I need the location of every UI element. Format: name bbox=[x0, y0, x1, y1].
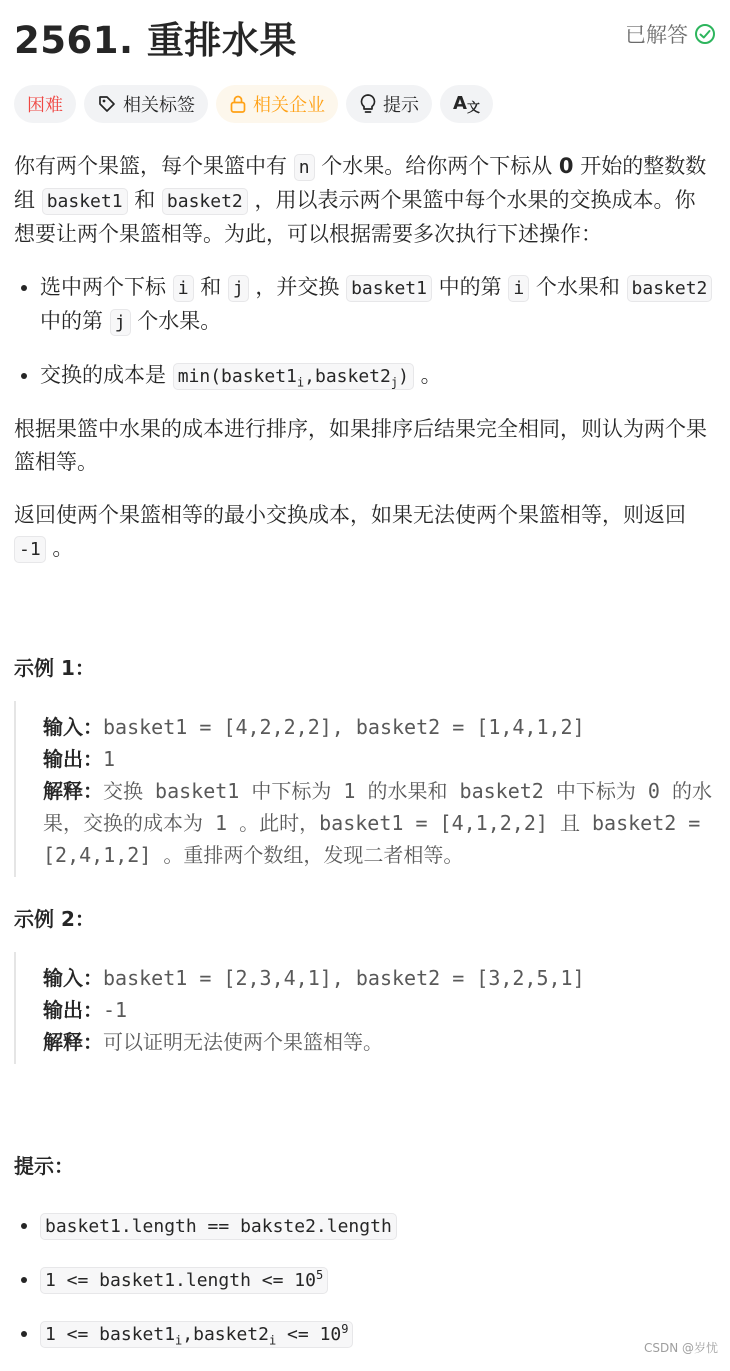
description-paragraph-3: 返回使两个果篮相等的最小交换成本，如果无法使两个果篮相等，则返回 -1 。 bbox=[14, 499, 716, 566]
list-item: • 选中两个下标 i 和 j ，并交换 basket1 中的第 i 个水果和 basket2 中的第 j 个水果。 bbox=[40, 271, 716, 339]
translate-button[interactable] bbox=[440, 85, 493, 123]
example-2-block: 输入：basket1 = [2,3,4,1], basket2 = [3,2,5,1] 输出：-1 解释：可以证明无法使两个果篮相等。 bbox=[14, 952, 716, 1064]
example-1-heading: 示例 1： bbox=[14, 656, 95, 680]
lightbulb-icon bbox=[359, 93, 377, 115]
related-companies-label: 相关企业 bbox=[253, 95, 325, 116]
list-item: • basket1.length == bakste2.length bbox=[40, 1209, 716, 1243]
code-basket1: basket1 bbox=[42, 188, 128, 215]
difficulty-badge[interactable] bbox=[14, 85, 76, 123]
tag-icon bbox=[97, 94, 117, 114]
example-2-heading: 示例 2： bbox=[14, 907, 95, 931]
related-tags-button[interactable] bbox=[84, 85, 208, 123]
list-item: • 1 <= basket1.length <= $10^5$ bbox=[40, 1263, 716, 1297]
list-item: • $1 <= basket1_i,basket2_i <= 10^9$ bbox=[40, 1317, 716, 1351]
hint-label: 提示 bbox=[383, 95, 419, 116]
tag-bar bbox=[14, 85, 493, 123]
check-circle-icon bbox=[694, 23, 716, 45]
constraints-list bbox=[14, 1209, 716, 1351]
solved-label: 已解答 bbox=[625, 23, 688, 47]
operation-list bbox=[14, 271, 716, 393]
related-tags-label: 相关标签 bbox=[123, 95, 195, 116]
lock-icon bbox=[229, 94, 247, 114]
translate-icon: A文 bbox=[453, 92, 480, 116]
solved-status bbox=[625, 19, 716, 49]
list-item: • 交换的成本是 $\min(basket1_i,basket2_j)$ 。 bbox=[40, 359, 716, 393]
difficulty-label: 困难 bbox=[27, 95, 63, 116]
example-1-block: 输入：basket1 = [4,2,2,2], basket2 = [1,4,1,2] 输出：1 解释：交换 basket1 中下标为 1 的水果和 basket2 中下标为 0 的水果，交换的成本为 1 。此时，basket1 = [4,1,2,2] 且 basket2 = [2,4,1,2] 。重排两个数组，发现二者相等。 bbox=[14, 701, 716, 877]
related-companies-button[interactable] bbox=[216, 85, 338, 123]
problem-content bbox=[14, 150, 716, 1371]
code-basket2: basket2 bbox=[162, 188, 248, 215]
description-paragraph-1: 你有两个果篮，每个果篮中有 n 个水果。给你两个下标从 0 开始的整数数组 basket1 和 basket2 ，用以表示两个果篮中每个水果的交换成本。你想要让两个果篮相等。为此，可以根据需要多次执行下述操作： bbox=[14, 154, 707, 246]
hint-button[interactable] bbox=[346, 85, 432, 123]
watermark: CSDN @岁忧 bbox=[643, 1341, 718, 1355]
code-n: n bbox=[294, 154, 315, 181]
problem-title: 2561. 重排水果 bbox=[14, 19, 297, 62]
description-paragraph-2: 根据果篮中水果的成本进行排序，如果排序后结果完全相同，则认为两个果篮相等。 bbox=[14, 417, 707, 474]
constraints-heading: 提示： bbox=[14, 1154, 74, 1178]
